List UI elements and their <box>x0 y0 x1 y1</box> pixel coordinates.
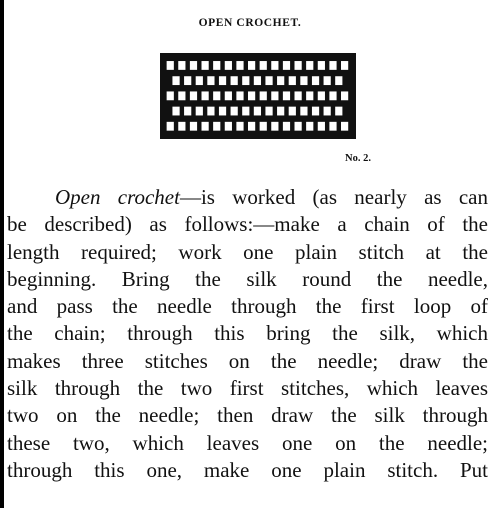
mesh-hole <box>242 107 249 116</box>
text-line: these two, which leaves one on the needle; <box>7 430 488 455</box>
text-line: and pass the needle through the first loop of <box>7 294 488 319</box>
mesh-hole <box>213 91 220 100</box>
mesh-hole <box>265 107 272 116</box>
text-line: the chain; through this bring the silk, which <box>7 321 488 346</box>
mesh-hole <box>167 91 174 100</box>
mesh-hole <box>248 61 255 70</box>
mesh-hole <box>289 107 296 116</box>
mesh-hole <box>231 107 238 116</box>
mesh-hole <box>306 91 313 100</box>
mesh-hole <box>202 122 209 131</box>
mesh-hole <box>184 107 191 116</box>
mesh-hole <box>271 61 278 70</box>
mesh-hole <box>172 107 179 116</box>
mesh-hole <box>248 122 255 131</box>
mesh-hole <box>306 61 313 70</box>
mesh-hole <box>283 122 290 131</box>
figure-caption: No. 2. <box>345 153 371 164</box>
mesh-hole <box>318 91 325 100</box>
mesh-hole <box>242 76 249 85</box>
mesh-hole <box>225 91 232 100</box>
mesh-hole <box>236 61 243 70</box>
mesh-hole <box>283 91 290 100</box>
text-line: through this one, make one plain stitch. Put <box>7 457 488 482</box>
mesh-hole <box>213 61 220 70</box>
text-line: two on the needle; then draw the silk through <box>7 403 488 428</box>
mesh-hole <box>260 91 267 100</box>
mesh-hole <box>295 122 302 131</box>
mesh-hole <box>190 61 197 70</box>
mesh-hole <box>283 61 290 70</box>
mesh-hole <box>254 76 261 85</box>
mesh-hole <box>190 122 197 131</box>
mesh-hole <box>184 76 191 85</box>
mesh-background <box>160 53 356 139</box>
page-heading: OPEN CROCHET. <box>198 17 302 29</box>
text-line: beginning. Bring the silk round the needle, <box>7 266 488 291</box>
mesh-hole <box>312 76 319 85</box>
mesh-hole <box>300 107 307 116</box>
italic-term: Open crochet <box>55 185 180 209</box>
mesh-hole <box>219 107 226 116</box>
mesh-hole <box>207 107 214 116</box>
mesh-hole <box>178 91 185 100</box>
mesh-hole <box>300 76 307 85</box>
mesh-hole <box>254 107 261 116</box>
mesh-hole <box>318 122 325 131</box>
mesh-hole <box>318 61 325 70</box>
mesh-hole <box>178 61 185 70</box>
mesh-hole <box>167 122 174 131</box>
mesh-hole <box>213 122 220 131</box>
mesh-hole <box>335 107 342 116</box>
mesh-hole <box>236 122 243 131</box>
text-line: be described) as follows:—make a chain of the <box>7 212 488 237</box>
text-line: silk through the two first stitches, which leaves <box>7 376 488 401</box>
mesh-hole <box>277 76 284 85</box>
mesh-hole <box>341 122 348 131</box>
mesh-hole <box>231 76 238 85</box>
mesh-hole <box>277 107 284 116</box>
mesh-hole <box>202 91 209 100</box>
mesh-hole <box>172 76 179 85</box>
mesh-hole <box>248 91 255 100</box>
open-crochet-illustration <box>160 53 356 139</box>
mesh-hole <box>329 91 336 100</box>
mesh-hole <box>271 91 278 100</box>
mesh-hole <box>265 76 272 85</box>
text-line: Open crochet—is worked (as nearly as can <box>55 185 488 209</box>
mesh-hole <box>225 122 232 131</box>
mesh-hole <box>196 76 203 85</box>
mesh-hole <box>207 76 214 85</box>
mesh-hole <box>202 61 209 70</box>
mesh-hole <box>167 61 174 70</box>
mesh-hole <box>341 91 348 100</box>
mesh-hole <box>219 76 226 85</box>
mesh-hole <box>260 122 267 131</box>
mesh-hole <box>225 61 232 70</box>
text-line: length required; work one plain stitch at the <box>7 239 488 264</box>
mesh-hole <box>329 122 336 131</box>
mesh-hole <box>196 107 203 116</box>
mesh-hole <box>341 61 348 70</box>
mesh-hole <box>289 76 296 85</box>
mesh-hole <box>295 91 302 100</box>
mesh-hole <box>335 76 342 85</box>
body-paragraph <box>0 184 488 484</box>
mesh-hole <box>190 91 197 100</box>
mesh-hole <box>236 91 243 100</box>
mesh-hole <box>312 107 319 116</box>
text-line: makes three stitches on the needle; draw the <box>7 348 488 373</box>
mesh-hole <box>178 122 185 131</box>
mesh-hole <box>324 76 331 85</box>
mesh-hole <box>271 122 278 131</box>
mesh-hole <box>295 61 302 70</box>
mesh-hole <box>324 107 331 116</box>
mesh-hole <box>260 61 267 70</box>
mesh-hole <box>329 61 336 70</box>
mesh-hole <box>306 122 313 131</box>
